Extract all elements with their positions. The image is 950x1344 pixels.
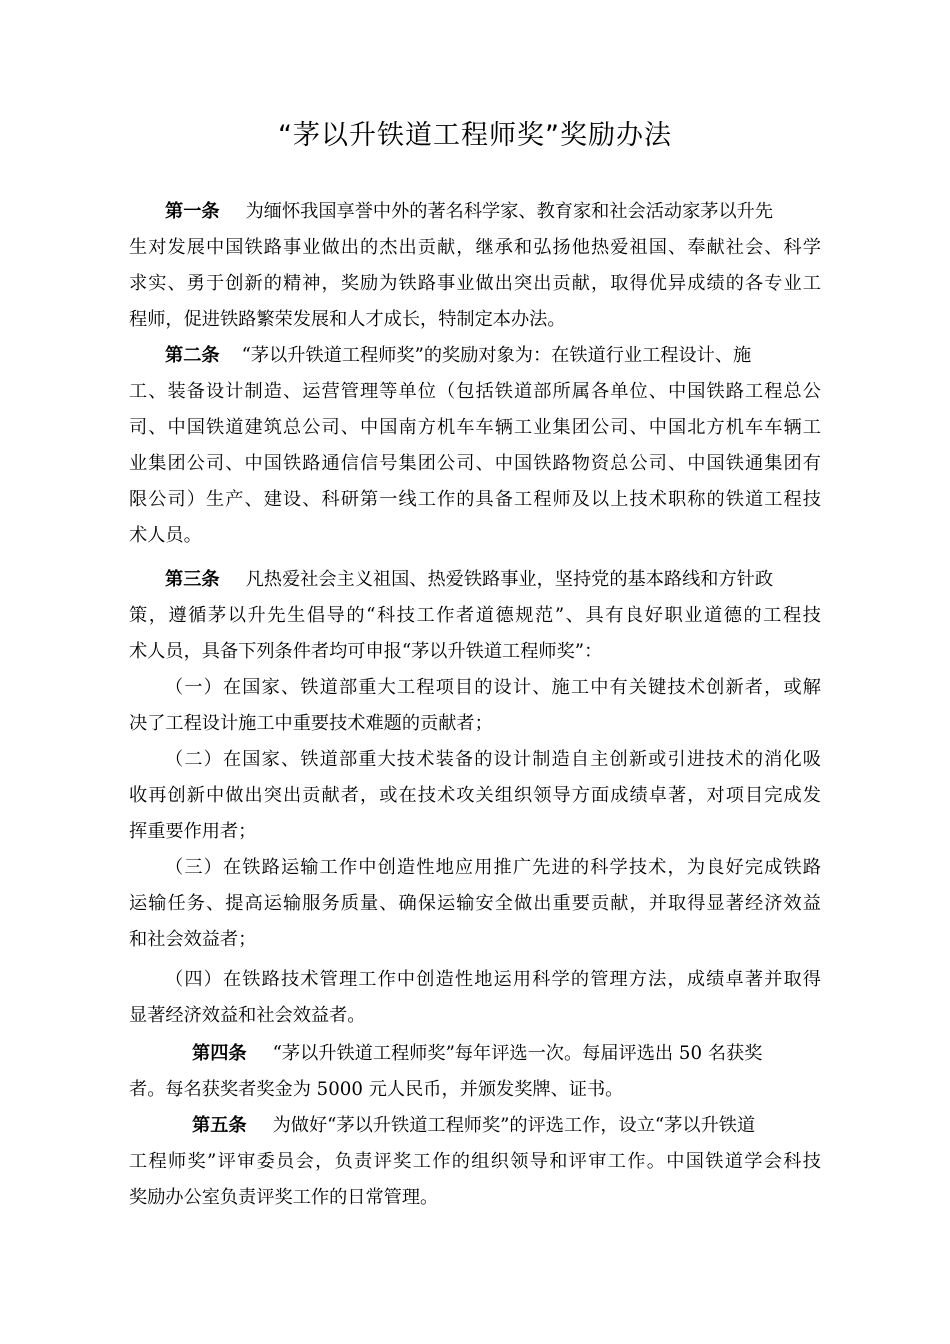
article-2-line-3: 司、中国铁道建筑总公司、中国南方机车车辆工业集团公司、中国北方机车车辆工: [129, 417, 821, 438]
article-2-label: 第二条: [165, 345, 220, 366]
article-2-line-6: 术人员。: [129, 525, 202, 546]
article-1-line-3: 求实、勇于创新的精神，奖励为铁路事业做出突出贡献，取得优异成绩的各专业工: [129, 273, 821, 294]
article-2-line-1: [165, 338, 821, 374]
article-2-line-5: 限公司）生产、建设、科研第一线工作的具备工程师及以上技术职称的铁道工程技: [129, 489, 821, 510]
item-3-line-2: 运输任务、提高运输服务质量、确保运输安全做出重要贡献，并取得显著经济效益: [129, 893, 821, 914]
item-4-line-1: （四）在铁路技术管理工作中创造性地运用科学的管理方法，成绩卓著并取得: [165, 969, 821, 990]
article-4-line-2: 者。每名获奖者奖金为 5000 元人民币，并颁发奖牌、证书。: [129, 1079, 624, 1100]
item-1-line-1: （一）在国家、铁道部重大工程项目的设计、施工中有关键技术创新者，或解: [165, 677, 821, 698]
item-3-line-1: （三）在铁路运输工作中创造性地应用推广先进的科学技术，为良好完成铁路: [165, 857, 821, 878]
article-5-line-2: 工程师奖”评审委员会，负责评奖工作的组织领导和评审工作。中国铁道学会科技: [129, 1151, 821, 1172]
article-1-line-4: 程师，促进铁路繁荣发展和人才成长，特制定本办法。: [129, 309, 566, 330]
article-3-line-3: 术人员，具备下列条件者均可申报“茅以升铁道工程师奖”：: [129, 641, 603, 662]
article-3-text: 凡热爱社会主义祖国、热爱铁路事业，坚持党的基本路线和方针政: [245, 569, 774, 590]
article-5-text: 为做好“茅以升铁道工程师奖”的评选工作，设立“茅以升铁道: [272, 1115, 756, 1136]
article-3-label: 第三条: [165, 569, 220, 590]
article-5-line-1: [192, 1108, 821, 1144]
article-3-line-1: [165, 562, 821, 598]
article-4-label: 第四条: [192, 1043, 247, 1064]
article-4-line-1: [192, 1036, 821, 1072]
document-title: “茅以升铁道工程师奖”奖励办法: [278, 120, 672, 151]
article-4-text: “茅以升铁道工程师奖”每年评选一次。每届评选出 50 名获奖: [272, 1043, 763, 1064]
article-2-line-2: 工、装备设计制造、运营管理等单位（包括铁道部所属各单位、中国铁路工程总公: [129, 381, 821, 402]
item-2-line-1: （二）在国家、铁道部重大技术装备的设计制造自主创新或引进技术的消化吸: [165, 749, 821, 770]
item-2-line-2: 收再创新中做出突出贡献者，或在技术攻关组织领导方面成绩卓著，对项目完成发: [129, 785, 821, 806]
article-5-label: 第五条: [192, 1115, 247, 1136]
item-4-line-2: 显著经济效益和社会效益者。: [129, 1005, 366, 1026]
article-3-line-2: 策，遵循茅以升先生倡导的“科技工作者道德规范”、具有良好职业道德的工程技: [129, 605, 821, 626]
article-2-line-4: 业集团公司、中国铁路通信信号集团公司、中国铁路物资总公司、中国铁通集团有: [129, 453, 821, 474]
article-1-line-1: [165, 194, 821, 230]
item-3-line-3: 和社会效益者；: [129, 929, 257, 950]
item-2-line-3: 挥重要作用者；: [129, 821, 257, 842]
article-5-line-3: 奖励办公室负责评奖工作的日常管理。: [129, 1187, 439, 1208]
article-2-text: “茅以升铁道工程师奖”的奖励对象为：在铁道行业工程设计、施: [241, 345, 752, 366]
article-1-line-2: 生对发展中国铁路事业做出的杰出贡献，继承和弘扬他热爱祖国、奉献社会、科学: [129, 237, 821, 258]
article-1-text: 为缅怀我国享誉中外的著名科学家、教育家和社会活动家茅以升先: [245, 201, 774, 222]
article-1-label: 第一条: [165, 201, 220, 222]
item-1-line-2: 决了工程设计施工中重要技术难题的贡献者；: [129, 713, 493, 734]
